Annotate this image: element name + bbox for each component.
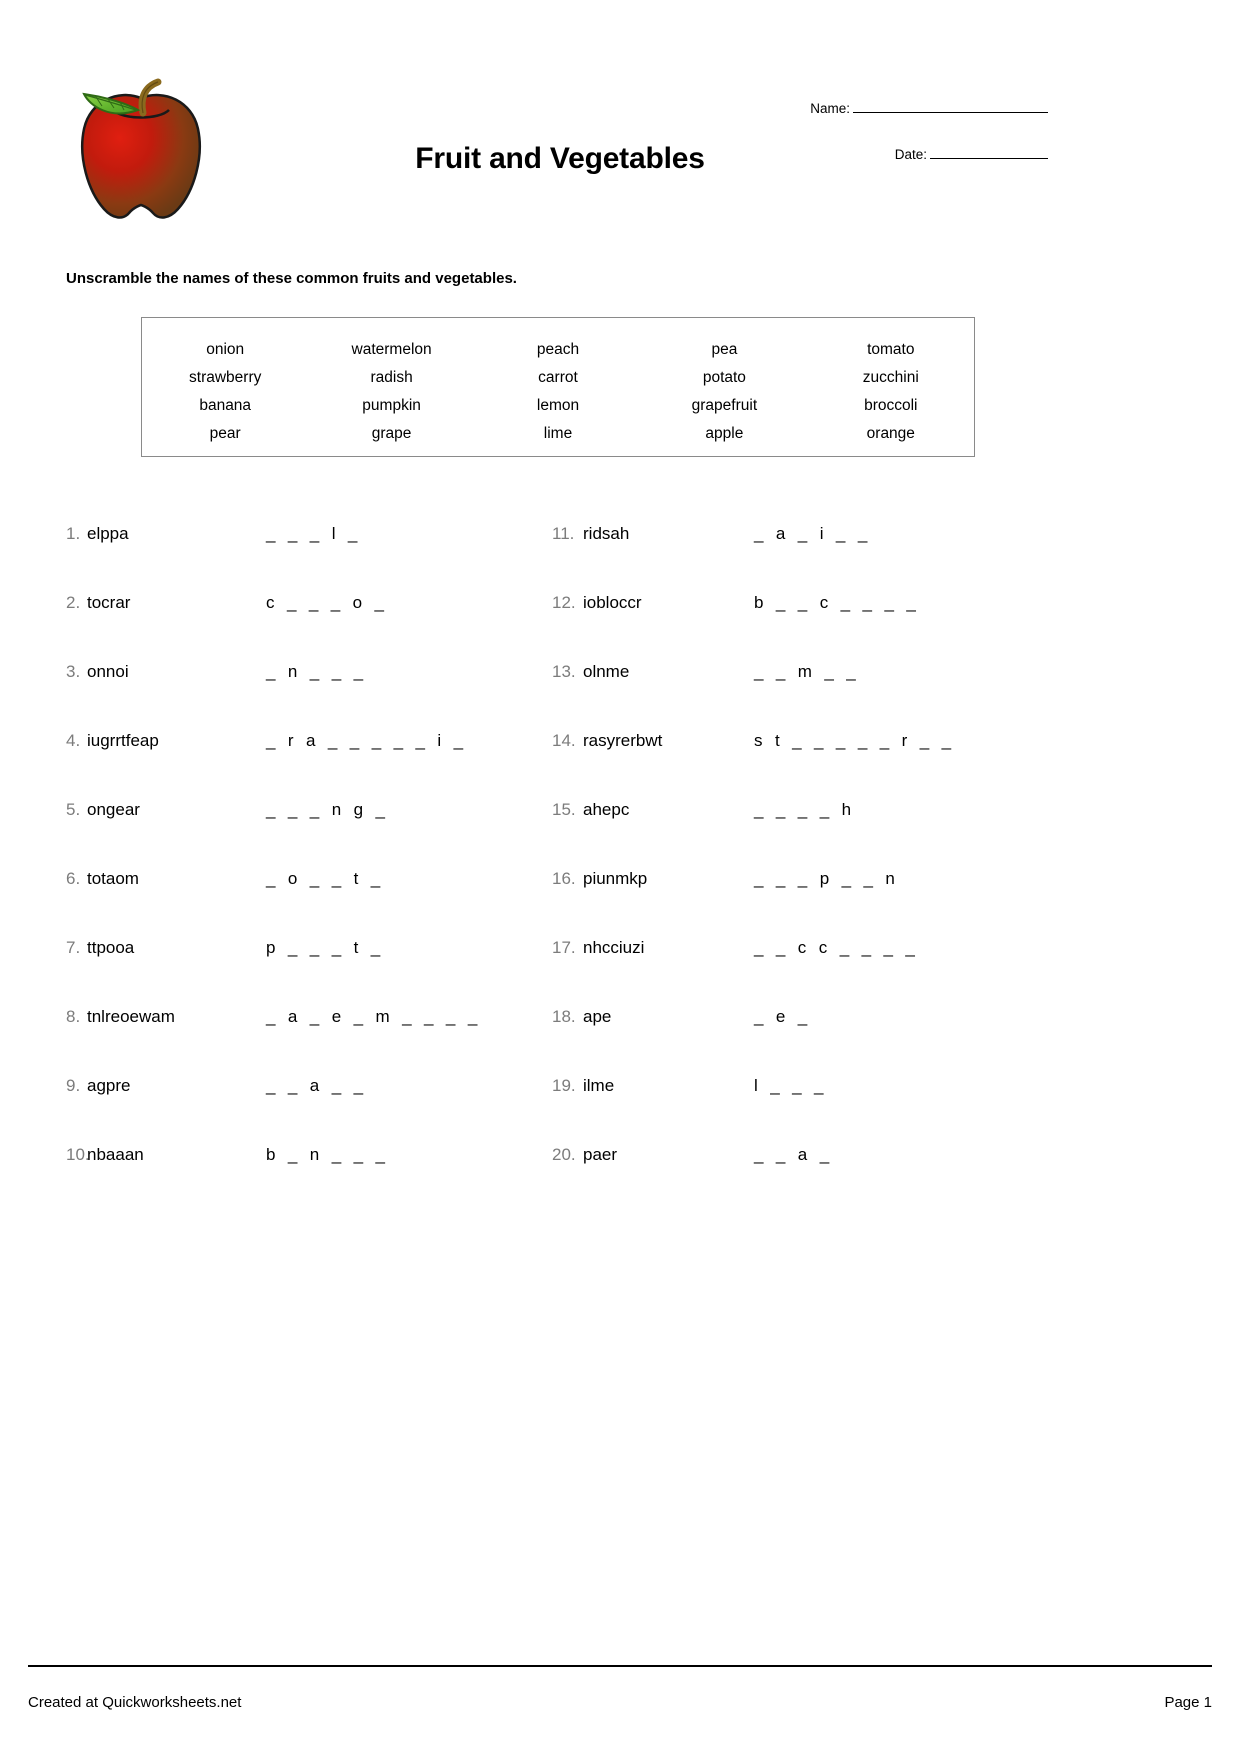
question-number: 9. [66,1076,81,1095]
scrambled-word: iugrrtfeap [87,731,159,750]
question-row [66,569,566,638]
question-number: 4. [66,731,81,750]
name-label: Name: [810,101,850,116]
question-number: 13. [552,662,576,681]
question-row [66,914,566,983]
question-number: 7. [66,938,81,957]
question-number: 16. [552,869,576,888]
answer-blanks[interactable]: p _ _ _ t _ [266,938,382,957]
question-row [66,845,566,914]
question-number: 6. [66,869,81,888]
word-bank-word: lemon [536,397,580,414]
question-row [66,638,566,707]
word-bank-word: lime [543,425,573,442]
word-bank-word: grape [371,425,412,442]
question-number: 8. [66,1007,81,1026]
question-row [66,707,566,776]
question-row [66,1052,566,1121]
scrambled-word: elppa [87,524,129,543]
scrambled-word: olnme [583,662,630,681]
word-bank-word: watermelon [351,341,432,358]
scrambled-word: onnoi [87,662,129,681]
answer-blanks[interactable]: _ a _ i _ _ [754,524,869,543]
question-row [552,845,1072,914]
answer-blanks[interactable]: _ _ a _ [754,1145,831,1164]
question-row [552,500,1072,569]
word-bank-word: orange [866,425,915,442]
scrambled-word: tocrar [87,593,131,612]
question-row [66,1121,566,1190]
scrambled-word: ridsah [583,524,630,543]
answer-blanks[interactable]: c _ _ _ o _ [266,593,386,612]
question-number: 20. [552,1145,576,1164]
answer-blanks[interactable]: _ _ _ l _ [266,524,359,543]
question-number: 3. [66,662,81,681]
word-bank-word: zucchini [862,369,919,386]
question-number: 17. [552,938,576,957]
worksheet-header [0,0,1240,250]
word-bank-word: grapefruit [691,397,758,414]
question-row [66,776,566,845]
scrambled-word: paer [583,1145,618,1164]
question-number: 19. [552,1076,576,1095]
scrambled-word: ongear [87,800,140,819]
word-bank-word: pear [209,425,241,442]
scrambled-word: totaom [87,869,139,888]
question-row [552,638,1072,707]
answer-blanks[interactable]: _ e _ [754,1007,809,1026]
questions-column-right [552,500,1072,1190]
question-row [66,500,566,569]
question-number: 12. [552,593,576,612]
word-bank-grid [142,318,974,456]
name-input-line[interactable] [853,99,1048,113]
scrambled-word: agpre [87,1076,131,1095]
word-bank-word: pea [711,341,738,358]
footer-credit: Created at Quickworksheets.net [28,1694,242,1711]
date-field-row [895,145,1048,162]
question-number: 18. [552,1007,576,1026]
footer-divider [28,1665,1212,1667]
question-number: 1. [66,524,81,543]
name-field-row [810,99,1048,116]
question-row [552,1052,1072,1121]
question-row [552,983,1072,1052]
answer-blanks[interactable]: b _ n _ _ _ [266,1145,386,1164]
question-number: 2. [66,593,81,612]
word-bank-word: pumpkin [362,397,421,414]
question-number: 11. [552,524,575,543]
scrambled-word: tnlreoewam [87,1007,175,1026]
scrambled-word: ilme [583,1076,615,1095]
answer-blanks[interactable]: _ _ _ _ h [754,800,853,819]
question-number: 10. [66,1145,90,1164]
word-bank-word: tomato [867,341,915,358]
answer-blanks[interactable]: s t _ _ _ _ _ r _ _ [754,731,953,750]
word-bank-word: radish [370,369,413,386]
question-number: 15. [552,800,576,819]
answer-blanks[interactable]: b _ _ c _ _ _ _ [754,593,917,612]
question-row [552,776,1072,845]
question-row [552,914,1072,983]
word-bank-word: carrot [538,369,578,386]
question-number: 5. [66,800,81,819]
answer-blanks[interactable]: _ _ _ n g _ [266,800,386,819]
word-bank-word: peach [536,341,580,358]
scrambled-word: ahepc [583,800,630,819]
word-bank-word: strawberry [189,369,262,386]
answer-blanks[interactable]: _ o _ _ t _ [266,869,382,888]
question-row [552,707,1072,776]
question-row [66,983,566,1052]
apple-icon [66,65,216,230]
scrambled-word: iobloccr [583,593,642,612]
scrambled-word: nbaaan [87,1145,144,1164]
word-bank-word: potato [702,369,746,386]
question-row [552,1121,1072,1190]
answer-blanks[interactable]: l _ _ _ [754,1076,825,1095]
page-title: Fruit and Vegetables [415,142,705,175]
word-bank-word: banana [199,397,252,414]
instructions-text: Unscramble the names of these common fruits and vegetables. [66,270,517,287]
answer-blanks[interactable]: _ _ m _ _ [754,662,857,681]
scrambled-word: ttpooa [87,938,135,957]
date-label: Date: [894,147,927,162]
word-bank-word: broccoli [864,397,918,414]
answer-blanks[interactable]: _ r a _ _ _ _ _ i _ [266,731,465,750]
questions-column-left [66,500,566,1190]
answer-blanks[interactable]: _ a _ e _ m _ _ _ _ [266,1007,479,1026]
scrambled-word: rasyrerbwt [583,731,663,750]
scrambled-word: piunmkp [583,869,648,888]
word-bank-word: apple [705,425,744,442]
answer-blanks[interactable]: _ _ c c _ _ _ _ [754,938,916,957]
word-bank-box [141,317,975,457]
scrambled-word: nhcciuzi [583,938,645,957]
answer-blanks[interactable]: _ _ _ p _ _ n [754,869,896,888]
footer-page-number: Page 1 [1164,1694,1212,1711]
question-number: 14. [552,731,576,750]
date-input-line[interactable] [930,145,1048,159]
scrambled-word: ape [583,1007,612,1026]
answer-blanks[interactable]: _ _ a _ _ [266,1076,365,1095]
word-bank-word: onion [206,341,245,358]
answer-blanks[interactable]: _ n _ _ _ [266,662,365,681]
question-row [552,569,1072,638]
